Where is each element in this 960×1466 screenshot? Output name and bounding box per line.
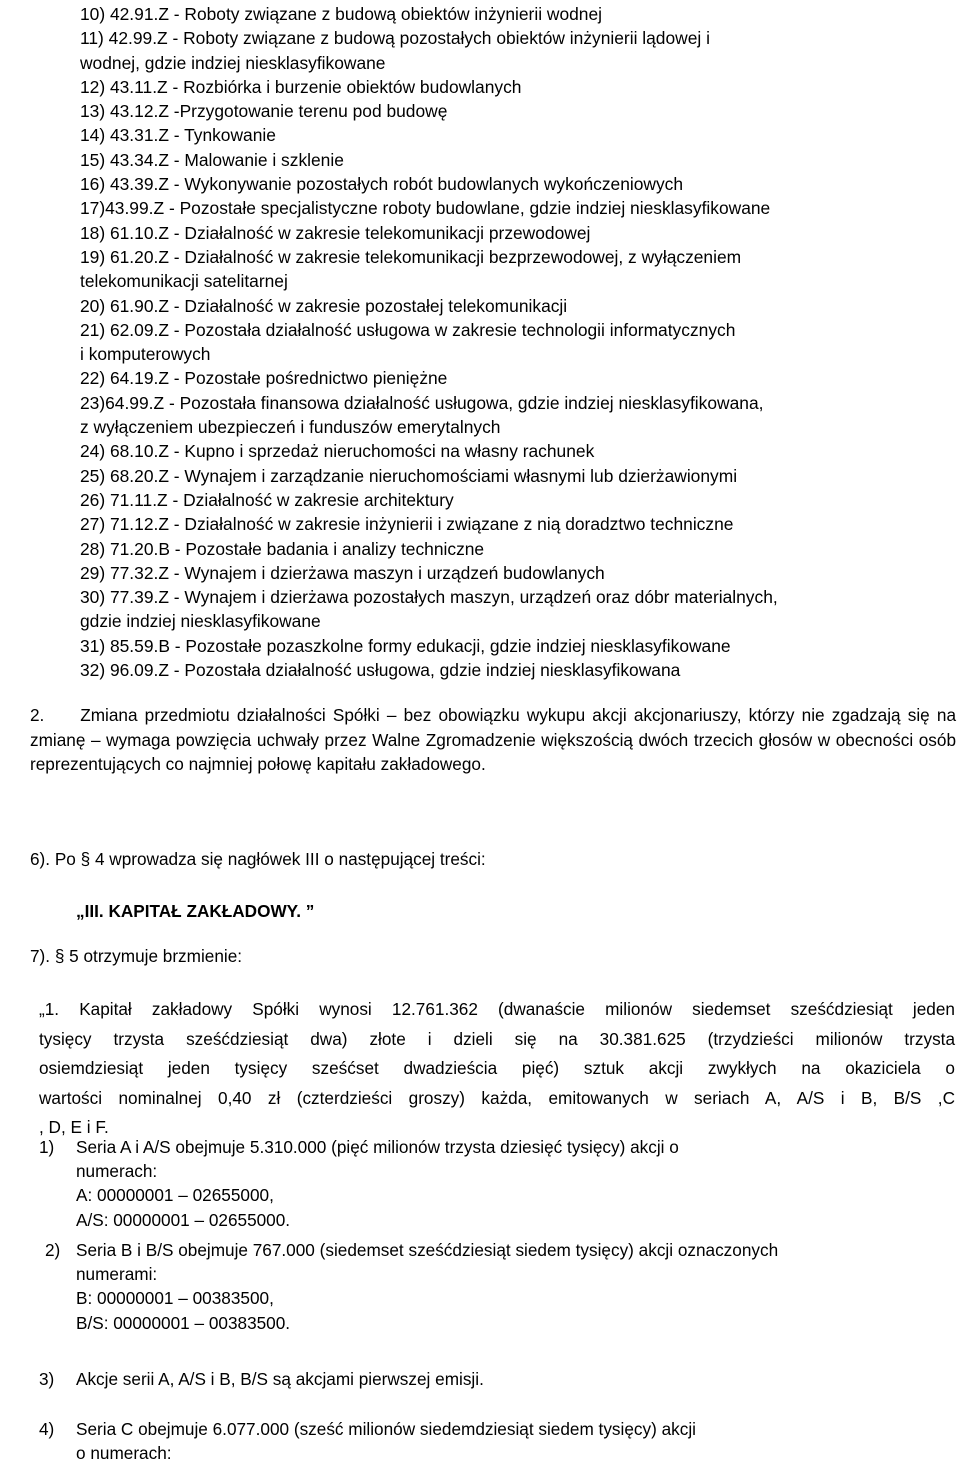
series-line: numerami: — [76, 1264, 158, 1285]
series-line: o numerach: — [76, 1443, 172, 1464]
pkd-line: 24) 68.10.Z - Kupno i sprzedaż nieruchomości na własny rachunek — [80, 441, 595, 462]
pkd-line: 18) 61.10.Z - Działalność w zakresie telekomunikacji przewodowej — [80, 222, 591, 243]
series-item-2 — [45, 1238, 955, 1338]
series-line: A: 00000001 – 02655000, — [76, 1185, 274, 1206]
capital-line: wartości nominalnej 0,40 zł (czterdzieści groszy) każda, emitowanych w seriach A, A/S i B, B/S ,C — [39, 1087, 955, 1108]
pkd-line: 14) 43.31.Z - Tynkowanie — [80, 125, 276, 146]
capital-line: , D, E i F. — [39, 1117, 109, 1138]
pkd-line: 25) 68.20.Z - Wynajem i zarządzanie nieruchomościami własnymi lub dzierżawionymi — [80, 465, 738, 486]
series-line: numerach: — [76, 1161, 158, 1182]
pkd-line: 11) 42.99.Z - Roboty związane z budową pozostałych obiektów inżynierii lądowej i — [80, 28, 710, 49]
capital-line: osiemdziesiąt jeden tysięcy sześćset dwadzieścia pięć) sztuk akcji zwykłych na okaziciela o — [39, 1058, 955, 1079]
heading-iii-kapital: „III. KAPITAŁ ZAKŁADOWY. ” — [76, 901, 315, 921]
series-line: A/S: 00000001 – 02655000. — [76, 1209, 291, 1230]
pkd-line: gdzie indziej niesklasyfikowane — [80, 611, 321, 632]
series-item-1 — [39, 1135, 939, 1235]
pkd-line: i komputerowych — [80, 344, 211, 365]
series-item-number: 4) — [39, 1419, 55, 1439]
pkd-line: 23)64.99.Z - Pozostała finansowa działalność usługowa, gdzie indziej niesklasyfikowana, — [80, 392, 764, 413]
series-item-body — [76, 1238, 778, 1335]
series-item-body — [76, 1367, 484, 1391]
share-capital-paragraph — [39, 995, 955, 1143]
capital-line: „1. Kapitał zakładowy Spółki wynosi 12.761.362 (dwanaście milionów siedemset sześćdziesiąt jeden — [39, 999, 955, 1019]
pkd-line: z wyłączeniem ubezpieczeń i funduszów emerytalnych — [80, 417, 501, 438]
series-item-body — [76, 1417, 696, 1465]
series-item-number: 1) — [39, 1137, 55, 1157]
pkd-activity-list — [80, 2, 940, 682]
paragraph-2-text — [30, 703, 956, 777]
series-line: Seria A i A/S obejmuje 5.310.000 (pięć milionów trzysta dziesięć tysięcy) akcji o — [76, 1137, 679, 1157]
series-line: B: 00000001 – 00383500, — [76, 1288, 274, 1309]
series-item-3 — [39, 1367, 939, 1393]
paragraph-2-number: 2. — [30, 705, 45, 725]
pkd-line: 17)43.99.Z - Pozostałe specjalistyczne roboty budowlane, gdzie indziej niesklasyfikowane — [80, 198, 771, 219]
series-line: Akcje serii A, A/S i B, B/S są akcjami pierwszej emisji. — [76, 1369, 484, 1389]
pkd-line: 22) 64.19.Z - Pozostałe pośrednictwo pieniężne — [80, 368, 448, 389]
pkd-line: 16) 43.39.Z - Wykonywanie pozostałych robót budowlanych wykończeniowych — [80, 174, 684, 195]
pkd-line: 12) 43.11.Z - Rozbiórka i burzenie obiektów budowlanych — [80, 76, 522, 97]
pkd-line: 19) 61.20.Z - Działalność w zakresie telekomunikacji bezprzewodowej, z wyłączeniem — [80, 246, 742, 267]
pkd-line: 15) 43.34.Z - Malowanie i szklenie — [80, 149, 344, 170]
series-item-body — [76, 1135, 679, 1232]
pkd-line: 29) 77.32.Z - Wynajem i dzierżawa maszyn i urządzeń budowlanych — [80, 562, 605, 583]
pkd-line: 27) 71.12.Z - Działalność w zakresie inżynierii i związane z nią doradztwo techniczne — [80, 514, 734, 535]
section-7-intro: 7). § 5 otrzymuje brzmienie: — [30, 946, 243, 966]
series-line: B/S: 00000001 – 00383500. — [76, 1312, 291, 1333]
pkd-line: 30) 77.39.Z - Wynajem i dzierżawa pozostałych maszyn, urządzeń oraz dóbr materialnych, — [80, 587, 778, 608]
section-6-intro: 6). Po § 4 wprowadza się nagłówek III o następującej treści: — [30, 849, 486, 869]
pkd-line: 31) 85.59.B - Pozostałe pozaszkolne formy edukacji, gdzie indziej niesklasyfikowane — [80, 635, 731, 656]
pkd-line: wodnej, gdzie indziej niesklasyfikowane — [80, 52, 386, 73]
series-line: Seria C obejmuje 6.077.000 (sześć milionów siedemdziesiąt siedem tysięcy) akcji — [76, 1419, 696, 1439]
pkd-line: 10) 42.91.Z - Roboty związane z budową obiektów inżynierii wodnej — [80, 4, 602, 24]
series-item-4 — [39, 1417, 939, 1466]
pkd-line: 13) 43.12.Z -Przygotowanie terenu pod budowę — [80, 101, 448, 122]
series-item-number: 2) — [45, 1240, 61, 1260]
pkd-line: 28) 71.20.B - Pozostałe badania i analizy techniczne — [80, 538, 485, 559]
paragraph-2-body: Zmiana przedmiotu działalności Spółki – bez obowiązku wykupu akcji akcjonariuszy, którzy nie zgadzają się na zmianę – wymaga powzięcia uchwały przez Walne Zgromadzenie większością dwóch trzecich głosów w obecności osób reprezentujących co najmniej połowę kapitału zakładowego. — [30, 705, 956, 774]
pkd-line: 21) 62.09.Z - Pozostała działalność usługowa w zakresie technologii informatycznych — [80, 319, 736, 340]
capital-line: tysięcy trzysta sześćdziesiąt dwa) złote i dzieli się na 30.381.625 (trzydzieści milionów trzysta — [39, 1028, 955, 1049]
amendment-paragraph-2 — [30, 703, 956, 777]
pkd-line: 20) 61.90.Z - Działalność w zakresie pozostałej telekomunikacji — [80, 295, 568, 316]
series-item-number: 3) — [39, 1369, 55, 1389]
series-line: Seria B i B/S obejmuje 767.000 (siedemset sześćdziesiąt siedem tysięcy) akcji oznaczonych — [76, 1240, 779, 1260]
pkd-line: 26) 71.11.Z - Działalność w zakresie architektury — [80, 489, 454, 510]
pkd-line: 32) 96.09.Z - Pozostała działalność usługowa, gdzie indziej niesklasyfikowana — [80, 660, 681, 681]
pkd-line: telekomunikacji satelitarnej — [80, 271, 288, 292]
